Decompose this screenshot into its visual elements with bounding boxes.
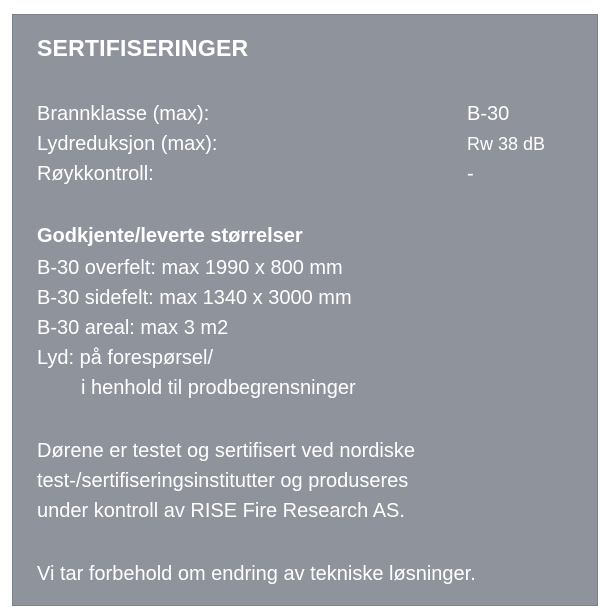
spec-label: Lydreduksjon (max): [37, 133, 218, 155]
certification-line: Dørene er testet og sertifisert ved nordiske [37, 440, 415, 462]
size-line: B-30 overfelt: max 1990 x 800 mm [37, 257, 343, 279]
certification-line: under kontroll av RISE Fire Research AS. [37, 500, 405, 522]
spec-row-fire-class [37, 99, 577, 129]
spec-value: Rw 38 dB [467, 134, 546, 154]
size-line-indented: i henhold til prodbegrensninger [81, 377, 356, 399]
certification-panel [12, 14, 598, 606]
spec-value: B-30 [467, 103, 510, 125]
disclaimer-text: Vi tar forbehold om endring av tekniske løsninger. [37, 563, 476, 585]
spec-label: Røykkontroll: [37, 163, 154, 185]
sizes-heading: Godkjente/leverte størrelser [37, 225, 303, 247]
spec-label: Brannklasse (max): [37, 103, 210, 125]
size-line: Lyd: på forespørsel/ [37, 347, 214, 369]
panel-title: SERTIFISERINGER [37, 35, 249, 61]
size-line: B-30 sidefelt: max 1340 x 3000 mm [37, 287, 352, 309]
spec-row-smoke-control [37, 159, 577, 189]
certification-line: test-/sertifiseringsinstitutter og produseres [37, 470, 409, 492]
spec-value: - [467, 163, 474, 185]
size-line: B-30 areal: max 3 m2 [37, 317, 229, 339]
spec-row-sound-reduction [37, 129, 577, 159]
